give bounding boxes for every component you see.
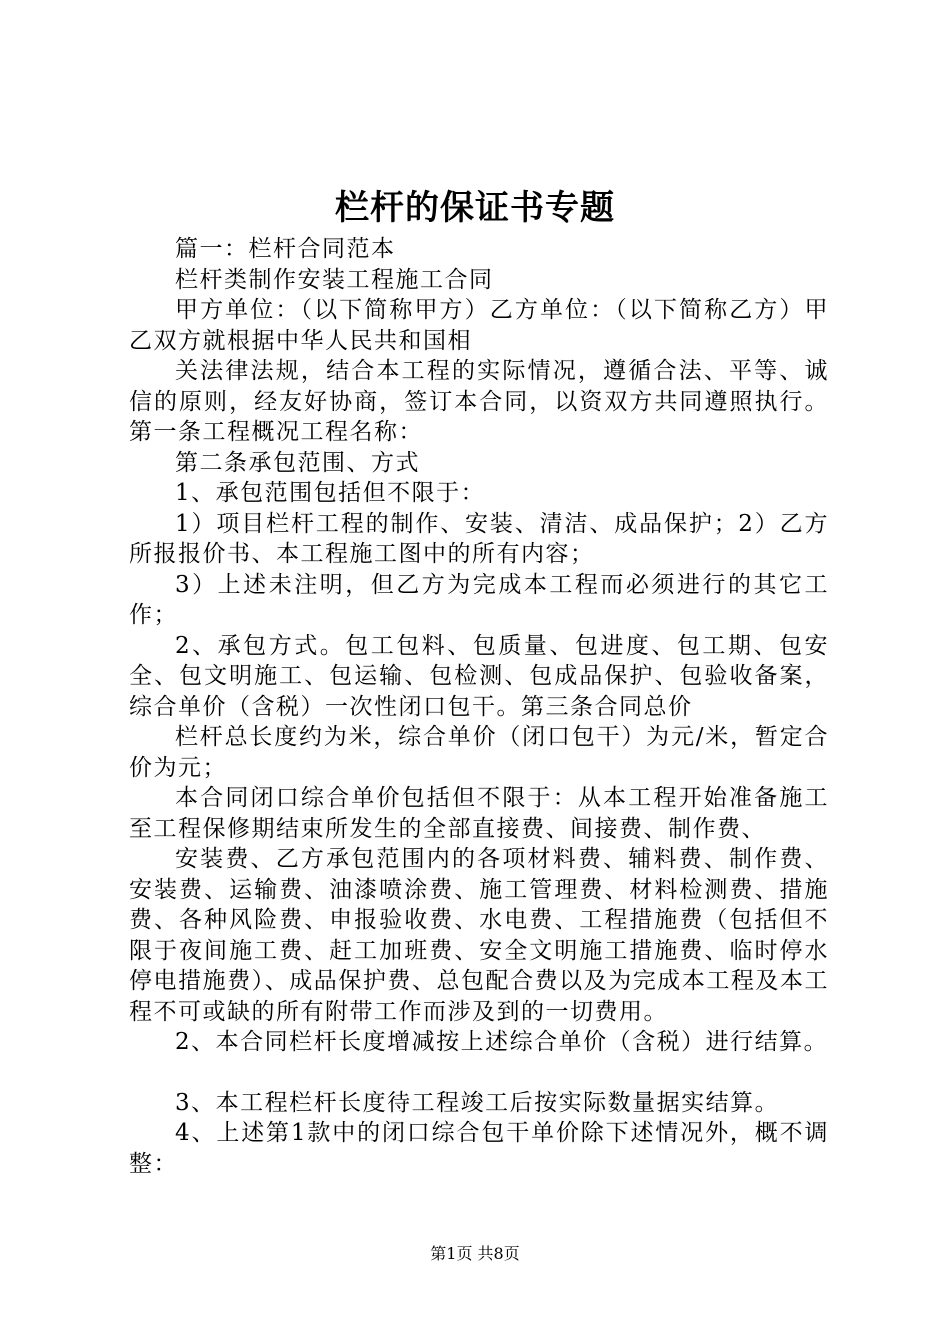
paragraph: 1）项目栏杆工程的制作、安装、清洁、成品保护；2）乙方所报报价书、本工程施工图中的所有内容； [129, 510, 829, 567]
paragraph: 第二条承包范围、方式 [175, 449, 420, 476]
paragraph: 3）上述未注明，但乙方为完成本工程而必须进行的其它工作； [129, 571, 829, 628]
paragraph: 甲方单位：（以下简称甲方）乙方单位：（以下简称乙方）甲乙双方就根据中华人民共和国相 [129, 297, 829, 354]
document-body [129, 234, 829, 1179]
paragraph: 3、本工程栏杆长度待工程竣工后按实际数量据实结算。 [175, 1089, 780, 1116]
paragraph: 关法律法规，结合本工程的实际情况，遵循合法、平等、诚信的原则，经友好协商，签订本合同，以资双方共同遵照执行。第一条工程概况工程名称： [129, 358, 829, 445]
blank-line [129, 1058, 829, 1088]
paragraph: 1、承包范围包括但不限于： [175, 480, 486, 506]
paragraph: 篇一：栏杆合同范本 [175, 236, 396, 262]
page-title: 栏杆的保证书专题 [335, 188, 615, 228]
page-footer: 第1页 共8页 [430, 1244, 520, 1263]
paragraph: 2、承包方式。包工包料、包质量、包进度、包工期、包安全、包文明施工、包运输、包检测、包成品保护、包验收备案，综合单价（含税）一次性闭口包干。第三条合同总价 [129, 632, 829, 720]
paragraph: 栏杆总长度约为米，综合单价（闭口包干）为元/米，暂定合价为元； [129, 724, 829, 781]
paragraph: 2、本合同栏杆长度增减按上述综合单价（含税）进行结算。 [175, 1029, 829, 1055]
paragraph: 4、上述第1款中的闭口综合包干单价除下述情况外，概不调整： [129, 1120, 829, 1177]
paragraph: 本合同闭口综合单价包括但不限于：从本工程开始准备施工至工程保修期结束所发生的全部直接费、间接费、制作费、 [129, 785, 829, 842]
paragraph: 栏杆类制作安装工程施工合同 [175, 266, 494, 293]
paragraph: 安装费、乙方承包范围内的各项材料费、辅料费、制作费、安装费、运输费、油漆喷涂费、施工管理费、材料检测费、措施费、各种风险费、申报验收费、水电费、工程措施费（包括但不限于夜间施工费、赶工加班费、安全文明施工措施费、临时停水停电措施费）、成品保护费、总包配合费以及为完成本工程及本工程不可或缺的所有附带工作而涉及到的一切费用。 [129, 846, 829, 1025]
